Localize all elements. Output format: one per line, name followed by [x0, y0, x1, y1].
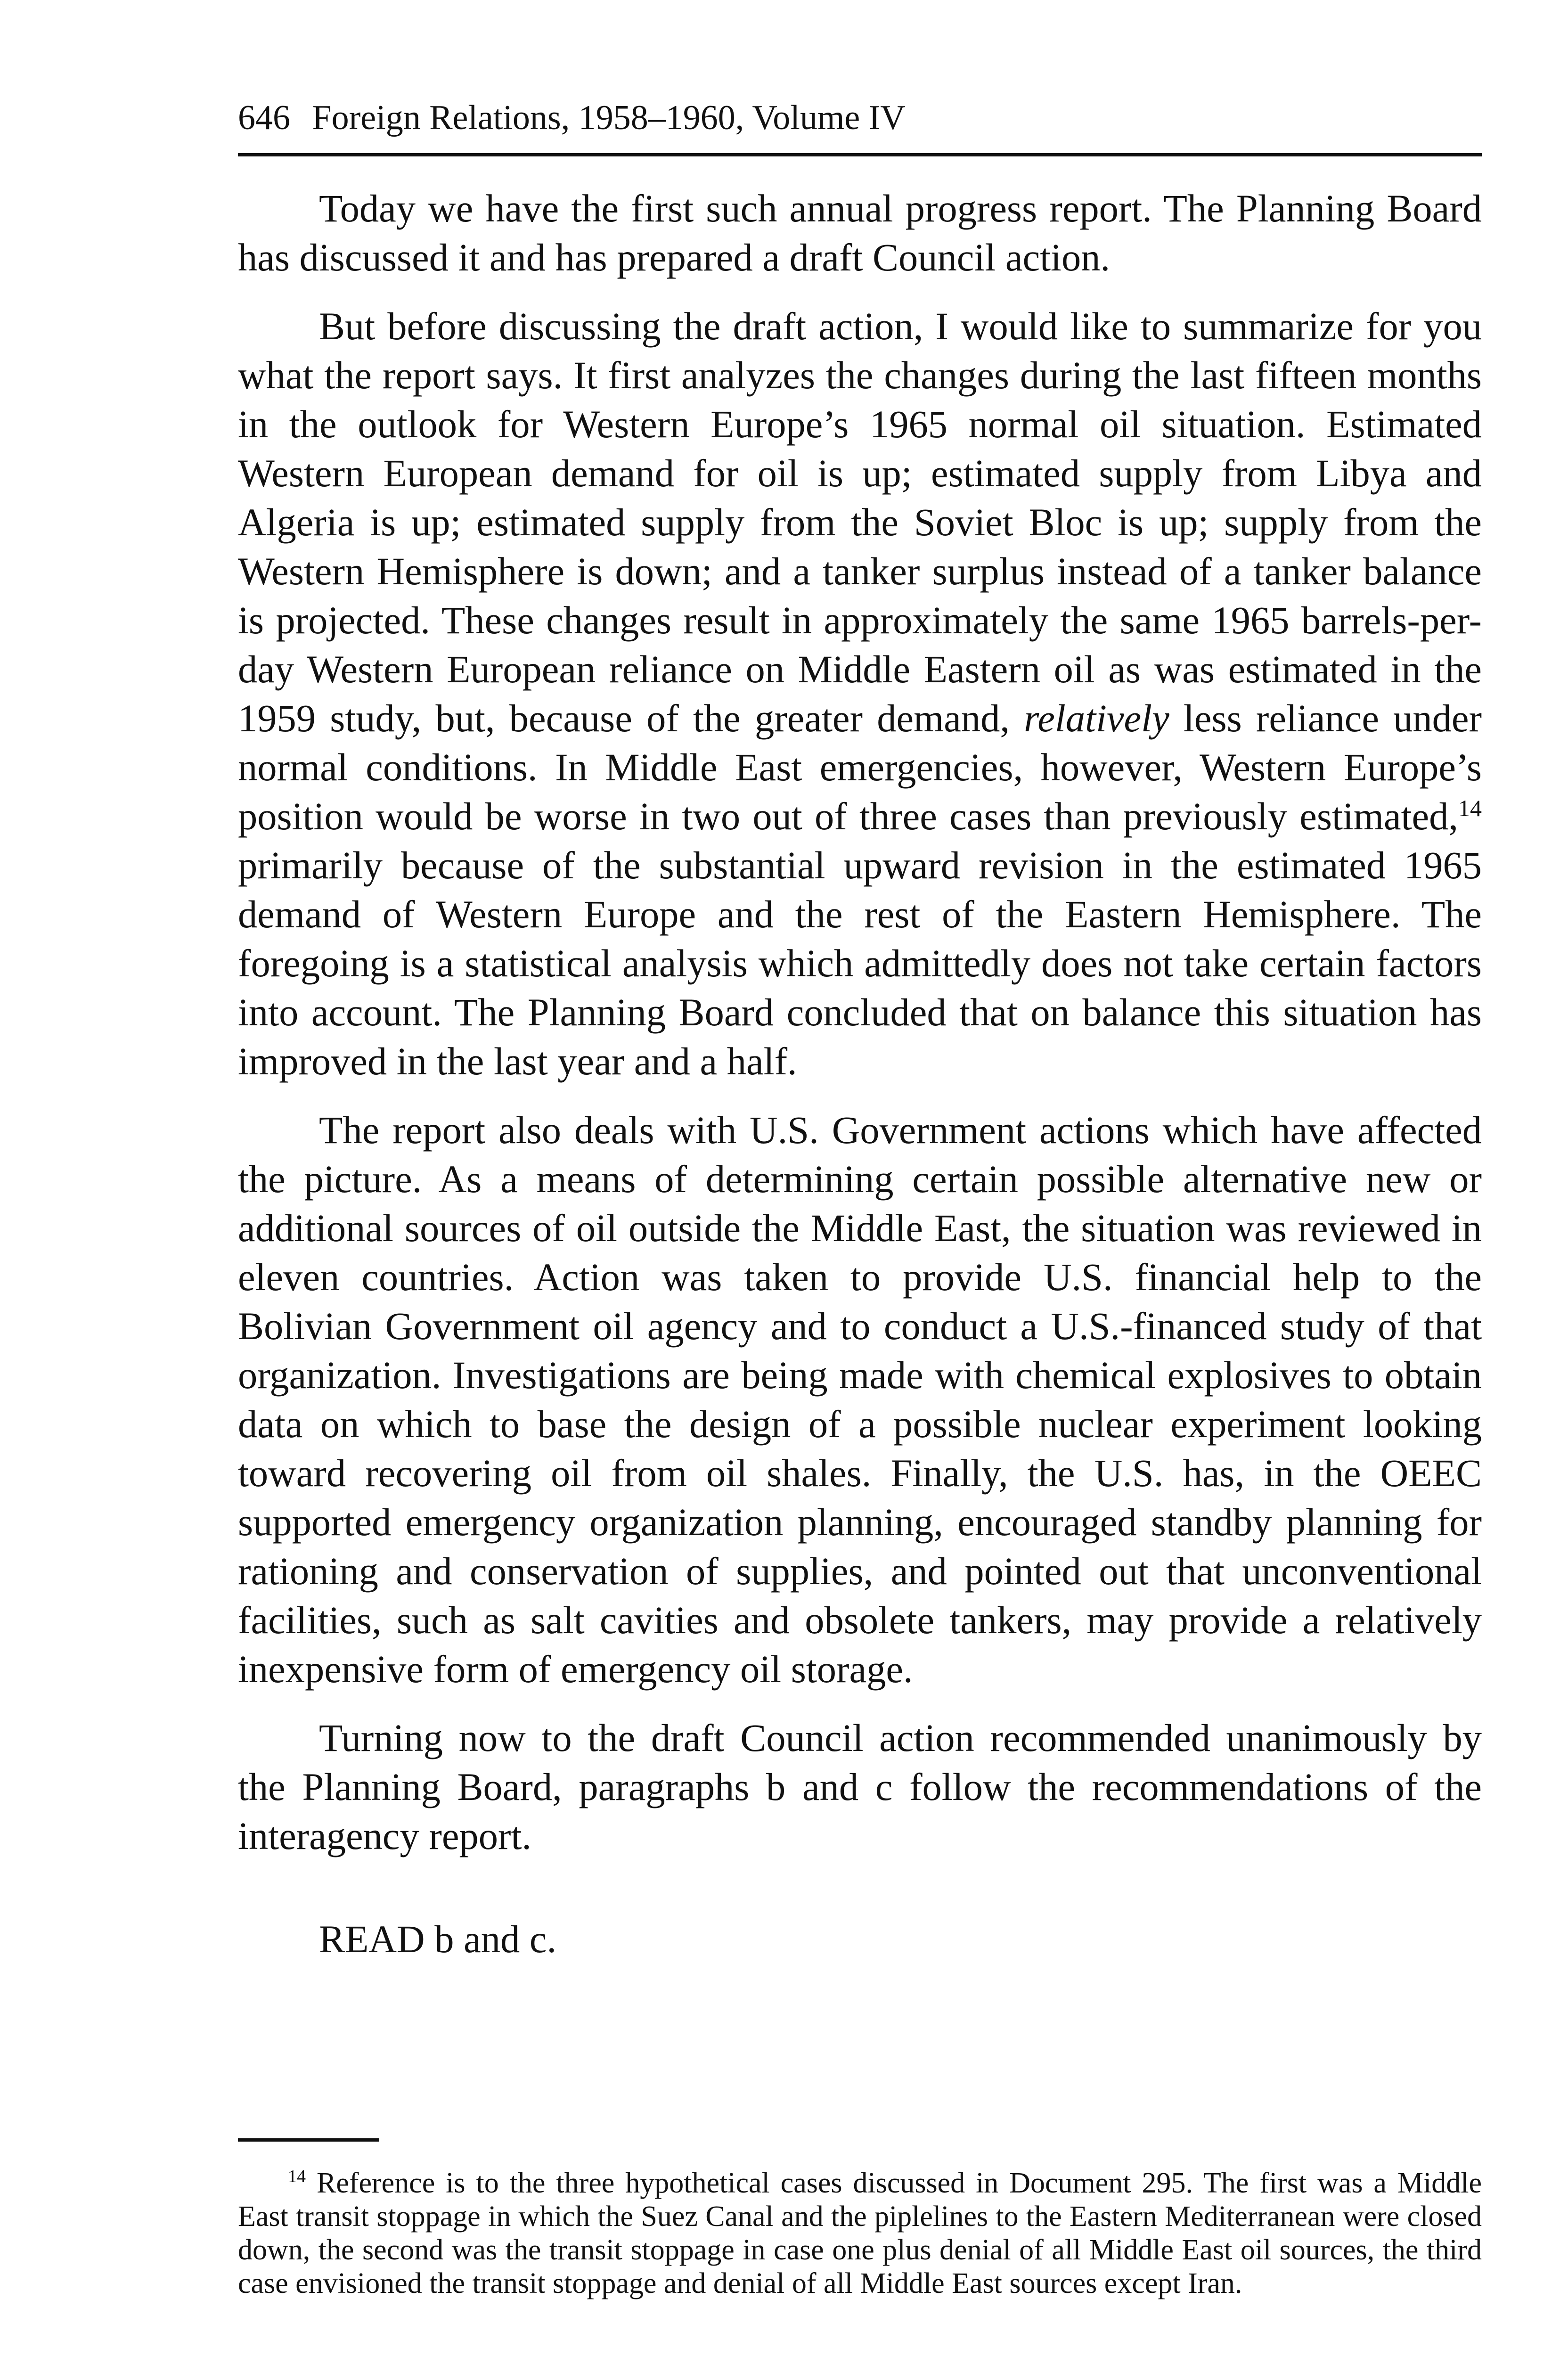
paragraph-1: Today we have the first such annual progress report. The Planning Board has discussed it and has prepared a draft Council action. — [238, 187, 1482, 279]
emphasis-relatively: relatively — [1024, 696, 1169, 740]
paragraph-3: The report also deals with U.S. Government actions which have affected the picture. As a means of determining certain possible alternative new or additional sources of oil outside the Middle East, the situation was reviewed in eleven countries. Action was taken to provide U.S. financial help to the Bolivian Government oil agency and to conduct a U.S.-financed study of that organization. Investigations are being made with chemical explosives to obtain data on which to base the design of a possible nuclear experiment looking toward recovering oil from oil shales. Finally, the U.S. has, in the OEEC supported emergency organization planning, encouraged standby planning for rationing and conservation of supplies, and pointed out that unconventional facilities, such as salt cavities and obsolete tankers, may provide a relatively inexpensive form of emergency oil storage. — [238, 1108, 1482, 1691]
paragraph-2 — [238, 302, 1482, 1086]
paragraph-4: Turning now to the draft Council action recommended unanimously by the Planning Board, paragraphs b and c follow the recommendations of the interagency report. — [238, 1716, 1482, 1857]
footnote-divider — [238, 2138, 379, 2142]
paragraph-2-text-c: primarily because of the substantial upward revision in the estimated 1965 demand of Western Europe and the rest of the Eastern Hemisphere. The foregoing is a statistical analysis which admittedly does not take certain factors into account. The Planning Board concluded that on balance this situation has improved in the last year and a half. — [238, 843, 1482, 1083]
footnote-reference: 14 — [1458, 795, 1482, 821]
page-number: 646 — [238, 98, 290, 137]
paragraph-5: READ b and c. — [319, 1917, 557, 1961]
running-header — [238, 92, 1482, 156]
paragraph-2-text-a: But before discussing the draft action, I would like to summarize for you what the report says. It first analyzes the changes during the last fifteen months in the outlook for Western Europe’s 1965 normal oil situation. Estimated Western European demand for oil is up; estimated supply from Libya and Algeria is up; estimated supply from the Soviet Bloc is up; supply from the Western Hemisphere is down; and a tanker surplus instead of a tanker balance is projected. These changes result in approximately the same 1965 barrels-per-day Western European reliance on Middle Eastern oil as was estimated in the 1959 study, but, because of the greater demand, — [238, 304, 1482, 740]
body-text — [238, 184, 1482, 1983]
footnote-marker: 14 — [288, 2167, 306, 2186]
running-title: Foreign Relations, 1958–1960, Volume IV — [312, 98, 906, 137]
footnote-14 — [238, 2167, 1482, 2300]
footnote-text: Reference is to the three hypothetical cases discussed in Document 295. The first was a Middle East transit stoppage in which the Suez Canal and the piplelines to the Eastern Mediterranean were closed down, the second was the transit stoppage in case one plus denial of all Middle East oil sources, the third case envisioned the transit stoppage and denial of all Middle East sources except Iran. — [238, 2167, 1482, 2299]
paragraph-2-text-b: less reliance under normal conditions. In Middle East emergencies, however, Western Europe’s position would be worse in two out of three cases than previously estimated, — [238, 696, 1482, 838]
